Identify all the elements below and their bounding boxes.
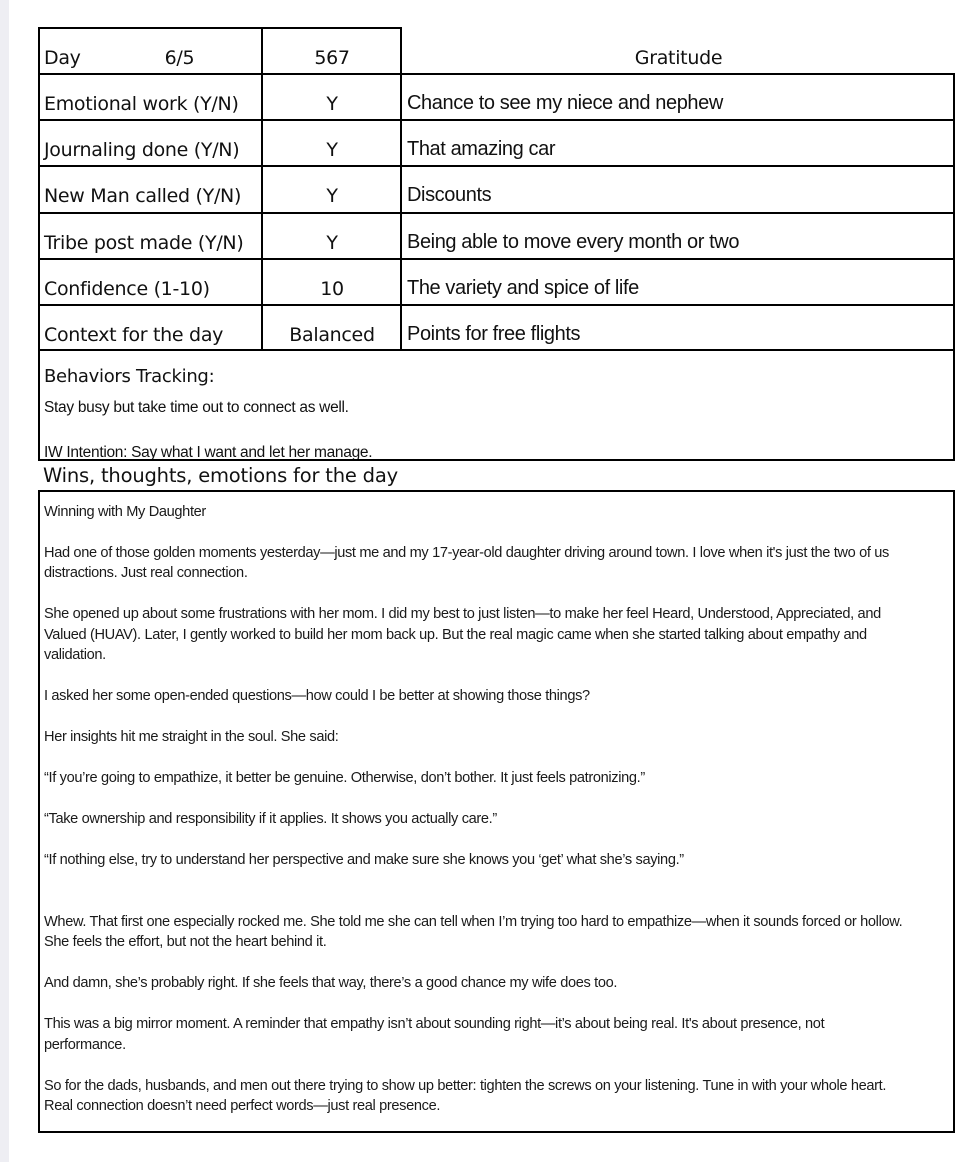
row-context-value [263,306,401,350]
table-border [38,304,955,306]
paragraph-line: I asked her some open-ended questions—how could I be better at showing those things? [44,688,590,704]
row-confidence-label [40,260,261,304]
row-context-label [40,306,261,350]
gratitude-text: Points for free flights [407,323,581,345]
day-number-cell [263,29,401,73]
quote-line: “If you’re going to empathize, it better be genuine. Otherwise, don’t bother. It just feels patronizing.” [44,770,645,786]
row-emotional-work-label [40,75,261,119]
behaviors-title: Behaviors Tracking: [44,366,215,387]
quote-line: “If nothing else, try to understand her perspective and make sure she knows you ‘get’ what she’s saying.” [44,852,684,868]
row-value: Y [326,232,338,254]
day-label: Day [44,47,81,69]
gratitude-item-4 [403,214,954,258]
gratitude-item-3 [403,167,954,211]
paragraph-line: Whew. That first one especially rocked me. She told me she can tell when I’m trying too hard to empathize—when it sounds forced or hollow. [44,914,903,930]
left-margin-strip [0,0,9,1162]
intention-line: IW Intention: Say what I want and let her manage. [44,444,373,459]
gratitude-header: Gratitude [634,47,723,69]
row-label: Confidence (1-10) [44,278,210,300]
table-border [38,459,955,461]
row-tribe-post-value [263,214,401,258]
table-border [38,73,955,75]
table-border [38,27,402,29]
gratitude-text: Being able to move every month or two [407,231,740,253]
table-border [38,27,40,461]
table-border [38,258,955,260]
gratitude-text: Chance to see my niece and nephew [407,92,723,114]
gratitude-item-2 [403,121,954,165]
table-border [953,73,955,461]
row-value: Y [326,139,338,161]
behaviors-line: Stay busy but take time out to connect as well. [44,399,349,416]
row-label: New Man called (Y/N) [44,185,242,207]
row-value: 10 [320,278,344,300]
row-new-man-value [263,167,401,211]
row-journaling-label [40,121,261,165]
paragraph-line: Had one of those golden moments yesterday—just me and my 17-year-old daughter driving around town. I love when it's just the two of us [44,545,889,561]
row-emotional-work-value [263,75,401,119]
row-label: Context for the day [44,324,224,346]
paragraph-line: This was a big mirror moment. A reminder that empathy isn’t about sounding right—it’s about being real. It's about presence, not [44,1016,825,1032]
row-label: Tribe post made (Y/N) [44,232,244,254]
gratitude-item-5 [403,260,954,304]
paragraph-line: Real connection doesn’t need perfect words—just real presence. [44,1098,441,1114]
gratitude-item-6 [403,306,954,350]
paragraph-line: She opened up about some frustrations with her mom. I did my best to just listen—to make her feel Heard, Understood, Appreciated, and [44,606,881,622]
paragraph-line: validation. [44,647,106,663]
wins-text-box [38,490,955,1133]
date-value: 6/5 [164,47,195,69]
row-value: Y [326,93,338,115]
table-border [38,349,955,351]
gratitude-text: That amazing car [407,138,556,160]
gratitude-item-1 [403,75,954,119]
table-border [38,212,955,214]
row-value: Balanced [289,324,375,346]
row-label: Emotional work (Y/N) [44,93,239,115]
table-border [400,27,402,351]
table-border [261,27,263,351]
paragraph-line: performance. [44,1037,126,1053]
wins-title: Winning with My Daughter [44,504,206,520]
table-border [38,165,955,167]
row-confidence-value [263,260,401,304]
row-new-man-label [40,167,261,211]
intention-clip [40,440,953,459]
gratitude-header-cell [403,29,954,73]
day-cell [40,29,261,73]
paragraph-line: And damn, she’s probably right. If she feels that way, there’s a good chance my wife does too. [44,975,618,991]
row-tribe-post-label [40,214,261,258]
table-border [38,119,955,121]
day-number: 567 [314,47,350,69]
wins-heading: Wins, thoughts, emotions for the day [43,464,398,487]
paragraph-line: distractions. Just real connection. [44,565,248,581]
gratitude-text: Discounts [407,184,492,206]
paragraph-line: Her insights hit me straight in the soul. She said: [44,729,339,745]
paragraph-line: Valued (HUAV). Later, I gently worked to build her mom back up. But the real magic came when she started talking about empathy and [44,627,867,643]
gratitude-text: The variety and spice of life [407,277,639,299]
row-value: Y [326,185,338,207]
quote-line: “Take ownership and responsibility if it applies. It shows you actually care.” [44,811,497,827]
row-journaling-value [263,121,401,165]
paragraph-line: She feels the effort, but not the heart behind it. [44,934,327,950]
paragraph-line: So for the dads, husbands, and men out there trying to show up better: tighten the screws on your listening. Tune in with your whole heart. [44,1078,887,1094]
row-label: Journaling done (Y/N) [44,139,240,161]
